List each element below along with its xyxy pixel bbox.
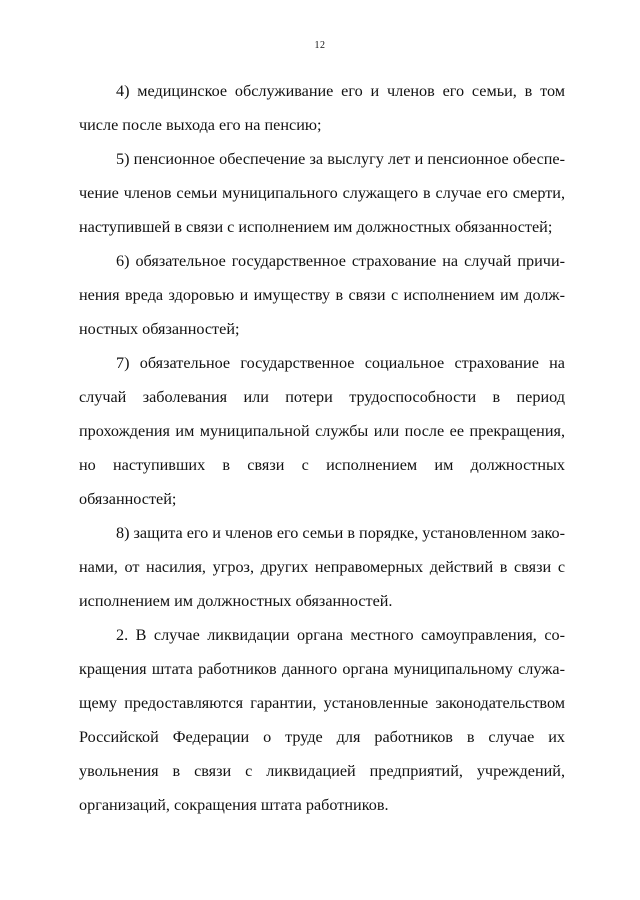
paragraph-item-8: 8) защита его и членов его семьи в порядке, установленном законами, от насилия, угроз, других неправомерных действий в связи с исполнением им должностных обязанностей. — [79, 524, 565, 610]
paragraph-item-4: 4) медицинское обслуживание его и членов его семьи, в том числе после выхода его на пенсию; — [79, 82, 565, 134]
document-body — [79, 74, 565, 822]
paragraph-item-6: 6) обязательное государственное страхование на случай причинения вреда здоровью и имуществу в связи с исполнением им должностных обязанностей; — [79, 252, 565, 338]
paragraph-section-2: 2. В случае ликвидации органа местного самоуправления, сокращения штата работников данного органа муниципальному служащему предоставляются гарантии, установленные законодательством Российской Федерации о труде для работников в случае их увольнения в связи с ликвидацией предприятий, учреждений, организаций, сокращения штата работников. — [79, 626, 565, 814]
paragraph-item-7: 7) обязательное государственное социальное страхование на случай заболевания или потери трудоспособности в период прохождения им муниципальной службы или после ее прекращения, но наступивших в связи с исполнением им должностных обязанностей; — [79, 354, 565, 508]
paragraph-item-5: 5) пенсионное обеспечение за выслугу лет и пенсионное обеспечение членов семьи муниципального служащего в случае его смерти, наступившей в связи с исполнением им должностных обязанностей; — [79, 150, 565, 236]
page-number: 12 — [314, 40, 326, 51]
